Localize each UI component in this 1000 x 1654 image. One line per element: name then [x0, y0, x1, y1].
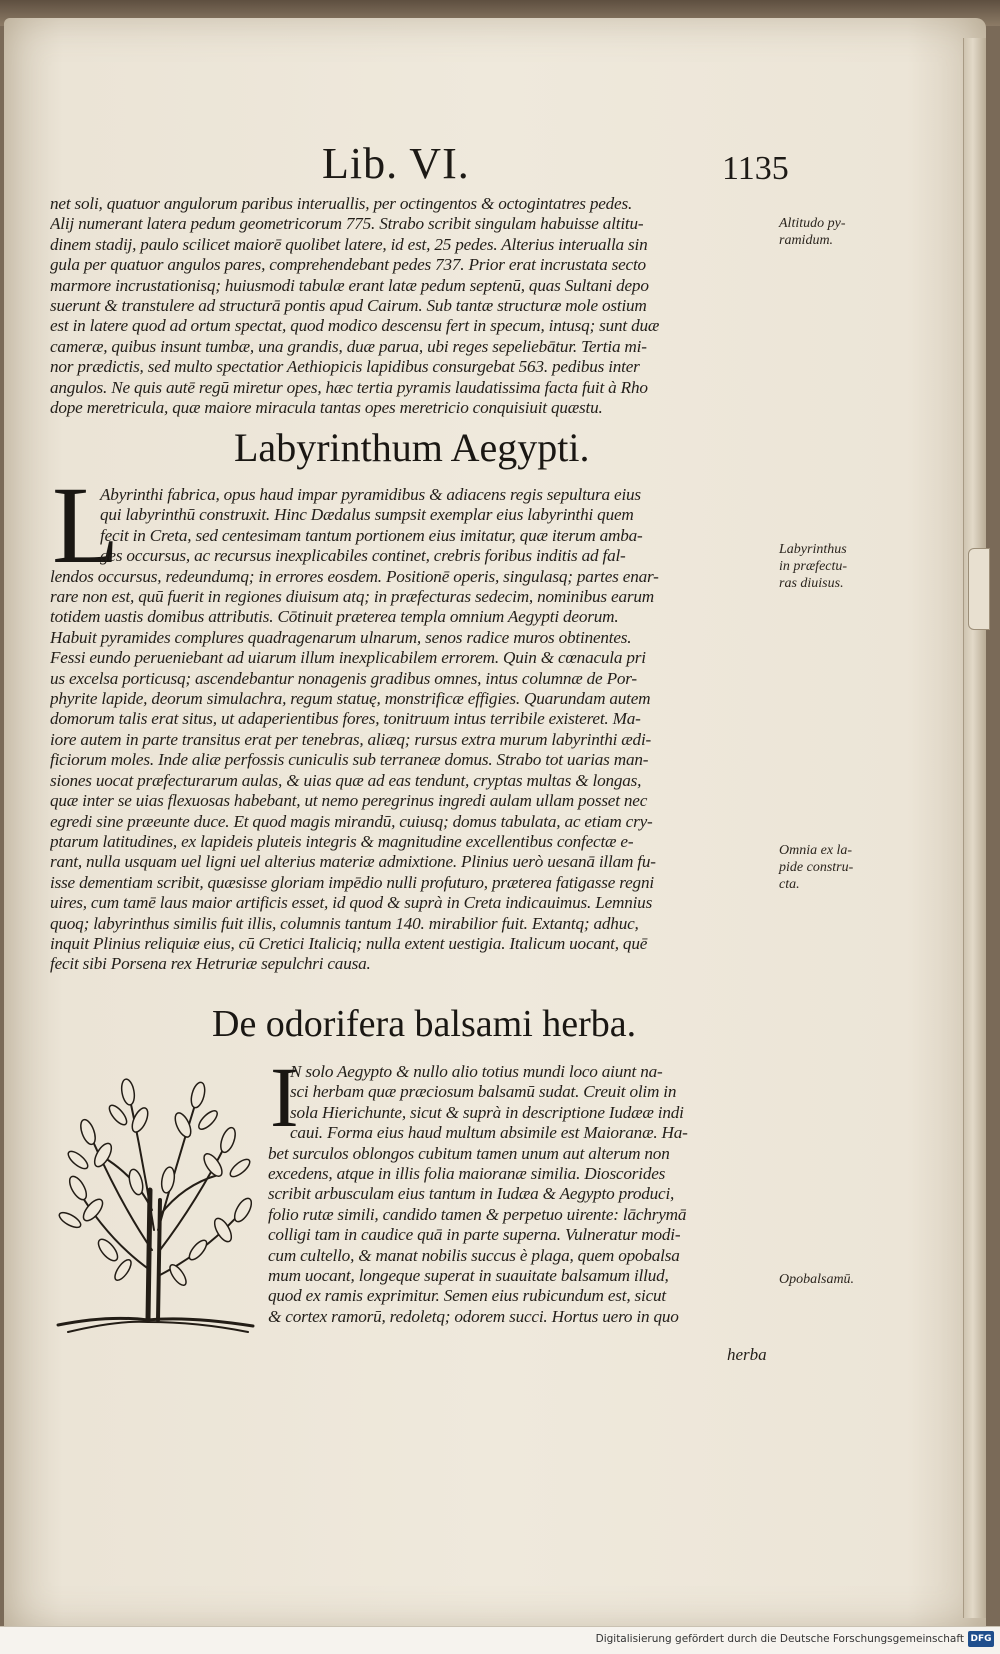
- text-line: angulos. Ne quis autē regū miretur opes, hæc tertia pyramis laudatissima facta fuit à Rho: [50, 377, 648, 397]
- text-line: folio rutæ simili, candido tamen & perpetuo uirente: lāchrymā: [268, 1204, 687, 1224]
- margin-note-line: Labyrinthus: [779, 542, 847, 557]
- text-line: rare non est, quū fuerit in regiones diuisum atq; in præfecturas sedecim, nominibus earum: [50, 587, 654, 607]
- text-line: siones uocat præfecturarum aulas, & uias quæ ad eas tendunt, cryptas multas & longas,: [50, 770, 642, 790]
- text-line: sci herbam quæ præciosum balsamū sudat. Creuit olim in: [290, 1082, 677, 1102]
- text-line: quæ inter se uias flexuosas habebant, ut nemo peregrinus ingredi aulam ullam posset nec: [50, 791, 648, 811]
- text-line: Alij numerant latera pedum geometricorum 775. Strabo scribit singulam habuisse altitu-: [50, 214, 644, 234]
- page-edge: [963, 38, 986, 1618]
- text-line: ges occursus, ac recursus inexplicabiles continet, crebris foribus inditis ad fal-: [100, 546, 626, 566]
- text-line: colligi tam in caudice quā in parte superna. Vulneratur modi-: [268, 1225, 681, 1245]
- text-line: totidem uastis domibus attributis. Cōtinuit præterea templa omnium Aegypti deorum.: [50, 607, 619, 627]
- text-line: marmore incrustationisq; huiusmodi tabulæ erant latæ pedum septenū, quas Sultani depo: [50, 275, 649, 295]
- drop-cap-i: I: [270, 1049, 299, 1145]
- text-line: ficiorum moles. Inde aliæ perfossis cuniculis sub terraneæ domus. Strabo tot uarias man-: [50, 750, 649, 770]
- text-line: us excelsa porticusq; ascendebantur nonagenis gradibus omnes, intus columnæ de Por-: [50, 668, 637, 688]
- text-line: suerunt & transtulere ad structurā pontis apud Cairum. Sub tantæ structuræ mole ostium: [50, 296, 647, 316]
- page-number: 1135: [722, 150, 789, 187]
- margin-note-labyrinth-prefectures: [779, 541, 847, 592]
- margin-note-line: Omnia ex la-: [779, 843, 853, 858]
- text-line: quoq; labyrinthus similis fuit illis, columnis tantum 140. mirabilior fuit. Extantq; adhuc,: [50, 913, 639, 933]
- text-line: fecit in Creta, sed centesimam tantum portionem eius imitatur, quæ iterum amba-: [100, 525, 643, 545]
- text-line: Abyrinthi fabrica, opus haud impar pyramidibus & adiacens regis sepultura eius: [100, 485, 641, 504]
- balsam-plant-woodcut: [48, 1070, 262, 1340]
- running-head: Lib. VI.: [322, 139, 470, 188]
- text-line: qui labyrinthū construxit. Hinc Dædalus sumpsit exemplar eius labyrinthi quem: [100, 505, 634, 525]
- margin-note-line: Opobalsamū.: [779, 1272, 855, 1287]
- funding-credit: Digitalisierung gefördert durch die Deutsche Forschungsgemeinschaft: [595, 1633, 964, 1645]
- margin-note-stone-construction: [779, 842, 853, 893]
- text-block-pyramids: [50, 194, 770, 418]
- text-line: nor prædictis, sed multo spectatior Aethiopicis lapidibus consurgebat 563. pedibus inter: [50, 357, 640, 377]
- page-tab-marker: [968, 548, 990, 630]
- text-line: isse dementiam scribit, quæsisse gloriam impēdio nulli profuturo, præterea fatigasse regni: [50, 872, 654, 892]
- text-block-labyrinth: [50, 485, 770, 975]
- margin-note-line: in præfectu-: [779, 559, 848, 574]
- text-line: mum uocant, longeque superat in suauitate balsamum illud,: [268, 1266, 669, 1286]
- text-line: uires, cum tamē laus maior artificis esset, id quod & suprà in Creta indicauimus. Lemnius: [50, 893, 653, 913]
- margin-note-line: Altitudo py-: [779, 216, 846, 231]
- text-line: & cortex ramorū, redoletq; odorem succi. Hortus uero in quo: [268, 1306, 679, 1326]
- text-line: bet surculos oblongos cubitum tamen unum aut alterum non: [268, 1143, 670, 1163]
- text-line: Habuit pyramides complures quadragenarum ulnarum, senos radice muros obtinentes.: [50, 627, 632, 647]
- text-line: lendos occursus, redeundumq; in errores eosdem. Positionē operis, singulasq; partes enar-: [50, 566, 659, 586]
- text-line: dinem stadij, paulo scilicet maiorē quolibet latere, id est, 25 pedes. Alterius interualla sin: [50, 234, 648, 254]
- catchword: herba: [727, 1345, 767, 1364]
- text-line: dope meretricula, quæ maiore miracula tantas opes meretricio conquisiuit quæstu.: [50, 398, 603, 418]
- section-heading-balsam: De odorifera balsami herba.: [212, 1003, 637, 1045]
- margin-note-pyramid-height: [779, 215, 846, 249]
- margin-note-line: pide constru-: [779, 860, 854, 875]
- drop-cap-l: L: [52, 464, 120, 586]
- margin-note-line: ras diuisus.: [779, 576, 844, 591]
- text-line: est in latere quod ad ortum spectat, quod modico descensu fert in specum, intusq; sunt duæ: [50, 316, 660, 336]
- text-line: caui. Forma eius haud multum absimile est Maioranæ. Ha-: [290, 1123, 688, 1143]
- section-heading-labyrinth: Labyrinthum Aegypti.: [234, 425, 590, 470]
- margin-note-line: cta.: [779, 877, 800, 892]
- text-line: N solo Aegypto & nullo alio totius mundi loco aiunt na-: [290, 1062, 663, 1081]
- dfg-logo: DFG: [968, 1631, 994, 1647]
- text-line: egredi sine præeunte duce. Et quod magis mirandū, cuiusq; domus tabulata, ac etiam cry-: [50, 811, 653, 831]
- text-line: rant, nulla usquam uel ligni uel alterius materiæ admixtione. Plinius uerò uesanā illam fu-: [50, 852, 656, 872]
- text-line: cum cultello, & manat nobilis succus è plaga, quem opobalsa: [268, 1245, 680, 1265]
- text-line: fecit sibi Porsena rex Hetruriæ sepulchri causa.: [50, 954, 371, 974]
- text-block-balsam: [268, 1062, 776, 1327]
- text-line: excedens, atque in illis folia maioranæ similia. Dioscorides: [268, 1164, 666, 1184]
- text-line: iore autem in parte transitus erat per tenebras, aliæq; rursus extra murum labyrinthi ædi-: [50, 729, 652, 749]
- footer-bar: [0, 1626, 1000, 1654]
- text-line: inquit Plinius reliquiæ eius, cū Cretici Italiciq; nulla extent uestigia. Italicum uocant, quē: [50, 933, 648, 953]
- margin-note-line: ramidum.: [779, 233, 834, 248]
- text-line: quod ex ramis exprimitur. Semen eius rubicundum est, sicut: [268, 1286, 666, 1306]
- text-line: gula per quatuor angulos pares, comprehendebant pedes 737. Prior erat incrustata secto: [50, 255, 646, 275]
- text-line: sola Hierichunte, sicut & suprà in descriptione Iudææ indi: [290, 1102, 684, 1122]
- text-line: Fessi eundo perueniebant ad uiarum illum inexplicabilem errorem. Quin & cœnacula pri: [50, 648, 646, 668]
- text-line: domorum talis erat situs, ut adaperientibus fores, tonitruum intus terribile existeret. Ma-: [50, 709, 641, 729]
- text-line: cameræ, quibus insunt tumbæ, una grandis, duæ parua, ubi reges sepeliebātur. Tertia mi-: [50, 336, 647, 356]
- text-line: scribit arbusculam eius tantum in Iudæa & Aegypto produci,: [268, 1184, 675, 1204]
- margin-note-opobalsamum: [779, 1271, 854, 1288]
- text-line: phyrite lapide, deorum simulachra, regum statuę, monstrificæ effigies. Quarundam autem: [50, 689, 651, 709]
- text-line: ptarum latitudines, ex lapideis pluteis integris & magnitudine excellentibus confectæ e-: [50, 831, 634, 851]
- text-line: net soli, quatuor angulorum paribus interuallis, per octingentos & octogintatres pedes.: [50, 194, 633, 213]
